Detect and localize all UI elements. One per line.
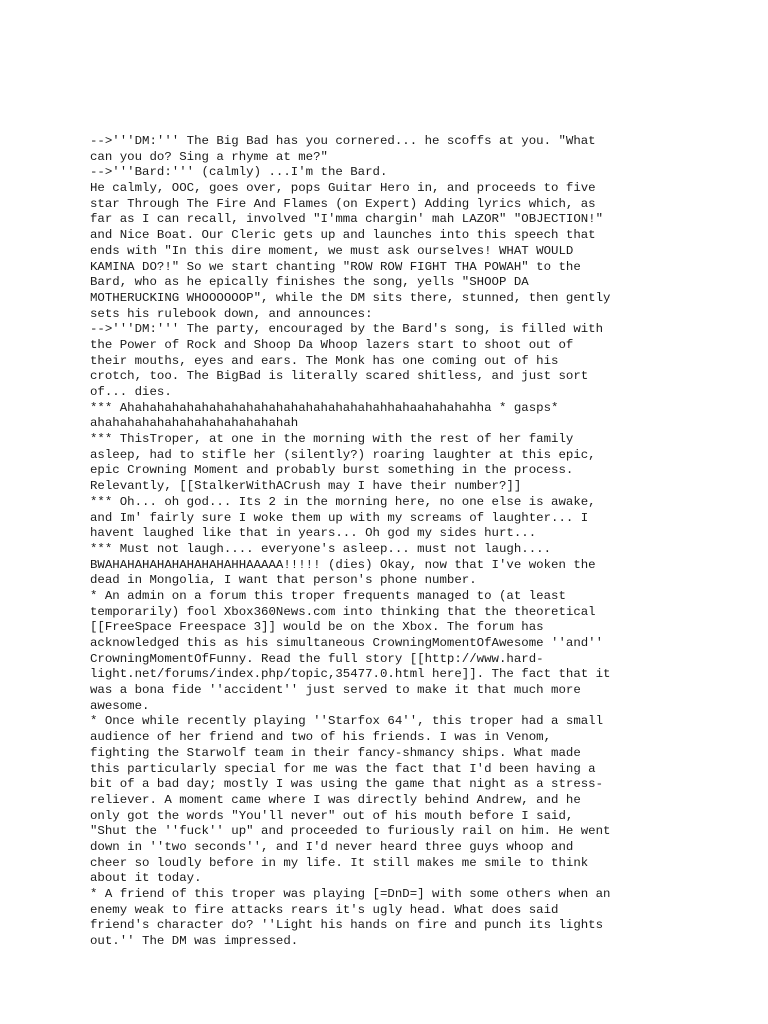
text-line: *** ThisTroper, at one in the morning with the rest of her family [90, 432, 574, 447]
text-line: reliever. A moment came where I was directly behind Andrew, and he [90, 792, 581, 807]
text-line: ends with "In this dire moment, we must ask ourselves! WHAT WOULD [90, 243, 574, 258]
text-line: * Once while recently playing ''Starfox 64'', this troper had a small [90, 714, 604, 729]
text-line: epic Crowning Moment and probably burst something in the process. [90, 463, 574, 478]
text-line: light.net/forums/index.php/topic,35477.0.html here]]. The fact that it [90, 667, 611, 682]
text-line: cheer so loudly before in my life. It still makes me smile to think [90, 855, 589, 870]
text-line: awesome. [90, 698, 150, 713]
text-line: "Shut the ''fuck'' up" and proceeded to furiously rail on him. He went [90, 824, 611, 839]
text-line: down in ''two seconds'', and I'd never heard three guys whoop and [90, 839, 574, 854]
text-line: acknowledged this as his simultaneous CrowningMomentOfAwesome ''and'' [90, 636, 604, 650]
document-body-text [90, 134, 690, 950]
text-line: * An admin on a forum this troper frequents managed to (at least [90, 588, 566, 603]
text-line: [[FreeSpace Freespace 3]] would be on the Xbox. The forum has [90, 620, 544, 635]
text-line: dead in Mongolia, I want that person's phone number. [90, 573, 477, 588]
text-line: and Im' fairly sure I woke them up with my screams of laughter... I [90, 510, 589, 525]
text-line: was a bona fide ''accident'' just served to make it that much more [90, 683, 581, 698]
text-line: the Power of Rock and Shoop Da Whoop lazers start to shoot out of [90, 337, 574, 352]
text-line: this particularly special for me was the fact that I'd been having a [90, 761, 596, 776]
text-line: BWAHAHAHAHAHAHAHAHAHHAAAAA!!!!! (dies) Okay, now that I've woken the [90, 557, 596, 572]
text-line: CrowningMomentOfFunny. Read the full story [[http://www.hard- [90, 651, 544, 666]
text-line: far as I can recall, involved "I'mma chargin' mah LAZOR" "OBJECTION!" [90, 212, 604, 227]
text-line: -->'''DM:''' The party, encouraged by the Bard's song, is filled with [90, 322, 604, 337]
text-line: only got the words "You'll never" out of his mouth before I said, [90, 808, 574, 823]
text-line: *** Ahahahahahahahahahahahahahahahahahahhahaahahahahha * gasps* [90, 400, 559, 415]
text-line: ahahahahahahahahahahahahahah [90, 416, 299, 431]
text-line: fighting the Starwolf team in their fancy-shmancy ships. What made [90, 745, 581, 760]
text-line: * A friend of this troper was playing [=DnD=] with some others when an [90, 887, 611, 901]
text-line: audience of her friend and two of his friends. I was in Venom, [90, 730, 552, 745]
text-line: about it today. [90, 871, 202, 886]
text-line: temporarily) fool Xbox360News.com into thinking that the theoretical [90, 604, 596, 619]
text-line: of... dies. [90, 385, 172, 399]
text-line: crotch, too. The BigBad is literally scared shitless, and just sort [90, 369, 589, 384]
text-line: friend's character do? ''Light his hands on fire and punch its lights [90, 918, 604, 933]
text-line: *** Oh... oh god... Its 2 in the morning here, no one else is awake, [90, 494, 596, 509]
text-line: bit of a bad day; mostly I was using the game that night as a stress- [90, 777, 604, 792]
text-line: can you do? Sing a rhyme at me?" [90, 149, 328, 164]
text-line: MOTHERUCKING WHOOOOOOP", while the DM sits there, stunned, then gently [90, 290, 611, 305]
text-line: star Through The Fire And Flames (on Expert) Adding lyrics which, as [90, 196, 596, 211]
text-line: *** Must not laugh.... everyone's asleep... must not laugh.... [90, 541, 552, 556]
text-line: sets his rulebook down, and announces: [90, 306, 373, 321]
text-line: KAMINA DO?!" So we start chanting "ROW ROW FIGHT THA POWAH" to the [90, 259, 581, 274]
text-line: out.'' The DM was impressed. [90, 934, 299, 949]
text-line: -->'''DM:''' The Big Bad has you cornered... he scoffs at you. "What [90, 134, 596, 148]
text-line: Bard, who as he epically finishes the song, yells "SHOOP DA [90, 275, 529, 290]
text-line: Relevantly, [[StalkerWithACrush may I have their number?]] [90, 479, 522, 494]
text-line: asleep, had to stifle her (silently?) roaring laughter at this epic, [90, 447, 596, 462]
text-line: He calmly, OOC, goes over, pops Guitar Hero in, and proceeds to five [90, 181, 596, 196]
text-line: and Nice Boat. Our Cleric gets up and launches into this speech that [90, 228, 596, 243]
text-line: enemy weak to fire attacks rears it's ugly head. What does said [90, 902, 559, 917]
text-line: havent laughed like that in years... Oh god my sides hurt... [90, 526, 537, 541]
text-line: their mouths, eyes and ears. The Monk has one coming out of his [90, 353, 559, 368]
text-line: -->'''Bard:''' (calmly) ...I'm the Bard. [90, 165, 388, 180]
